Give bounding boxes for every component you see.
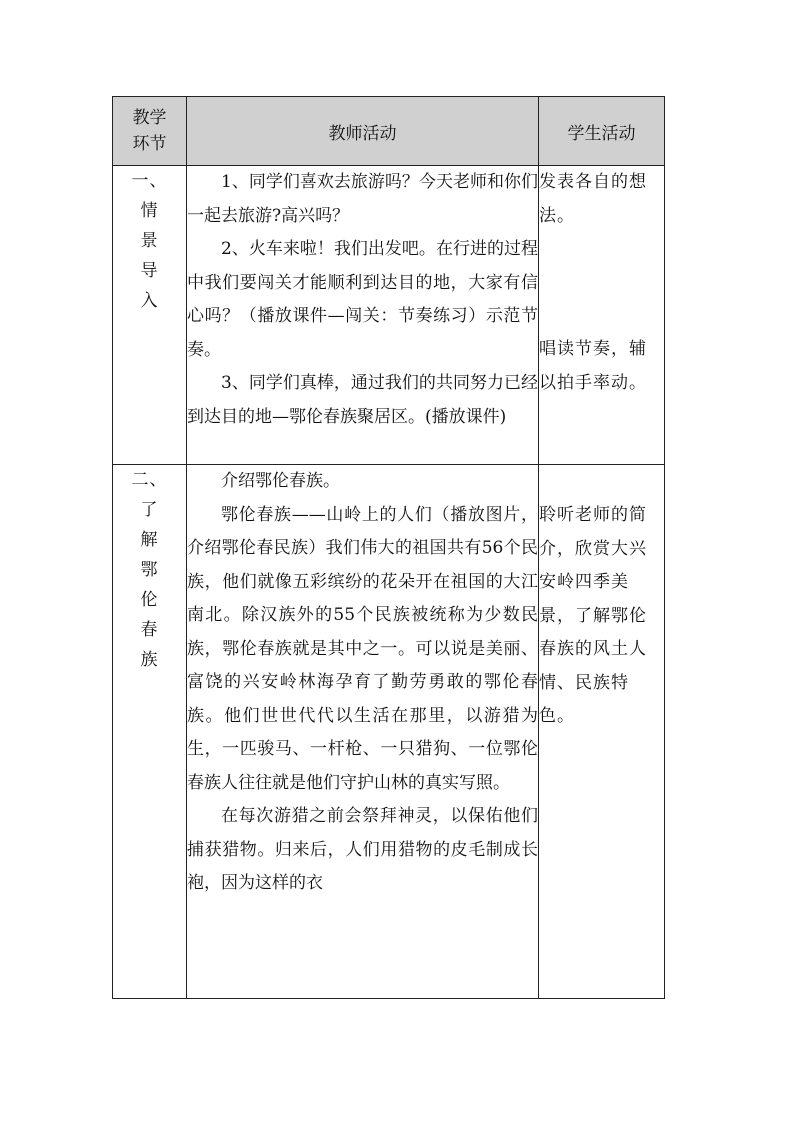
teacher-paragraph: 在每次游猎之前会祭拜神灵，以保佑他们捕获猎物。归来后，人们用猎物的皮毛制成长袍，因为这样的衣 xyxy=(187,806,538,893)
stage-line: 导 xyxy=(140,261,159,281)
stage-line: 入 xyxy=(140,291,159,311)
teacher-paragraph: 介绍鄂伦春族。 xyxy=(221,471,340,491)
stage-line: 解 xyxy=(140,530,159,550)
student-paragraph: 发表各自的想法。 xyxy=(539,172,647,226)
header-stage: 教学环节 xyxy=(113,97,187,166)
teacher-paragraph: 2、火车来啦！我们出发吧。在行进的过程中我们要闯关才能顺利到达目的地，大家有信心吗？（播放课件—闯关：节奏练习）示范节奏。 xyxy=(187,239,538,360)
stage-line: 情 xyxy=(140,201,159,221)
stage-cell xyxy=(113,166,187,465)
stage-line: 二、 xyxy=(131,470,168,490)
table-header-row xyxy=(113,97,665,166)
header-student: 学生活动 xyxy=(539,97,665,166)
student-activity-cell xyxy=(539,465,665,999)
stage-line: 鄂 xyxy=(140,560,159,580)
table-row xyxy=(113,465,665,999)
student-paragraph: 聆听老师的简介，欣赏大兴安岭四季美景，了解鄂伦春族的风土人情、民族特色。 xyxy=(539,505,647,726)
teacher-paragraph: 1、同学们喜欢去旅游吗？今天老师和你们一起去旅游?高兴吗？ xyxy=(187,172,538,226)
stage-line: 景 xyxy=(140,231,159,251)
stage-line: 一、 xyxy=(131,171,168,191)
stage-cell xyxy=(113,465,187,999)
teacher-paragraph: 鄂伦春族——山岭上的人们（播放图片，介绍鄂伦春民族）我们伟大的祖国共有56个民族，他们就像五彩缤纷的花朵开在祖国的大江南北。除汉族外的55个民族被统称为少数民族，鄂伦春族就是其中之一。可以说是美丽、富饶的兴安岭林海孕育了勤劳勇敢的鄂伦春族。他们世世代代以生活在那里，以游猎为生，一匹骏马、一杆枪、一只猎狗、一位鄂伦春族人往往就是他们守护山林的真实写照。 xyxy=(187,504,538,793)
stage-line: 伦 xyxy=(140,590,159,610)
student-paragraph: 唱读节奏，辅以拍手率动。 xyxy=(539,339,647,393)
stage-line: 了 xyxy=(140,500,159,520)
header-teacher: 教师活动 xyxy=(187,97,539,166)
stage-line: 族 xyxy=(140,650,159,670)
lesson-plan-table xyxy=(112,96,665,999)
student-activity-cell xyxy=(539,166,665,465)
table-row xyxy=(113,166,665,465)
teacher-activity-cell xyxy=(187,166,539,465)
stage-line: 春 xyxy=(140,620,159,640)
teacher-activity-cell xyxy=(187,465,539,999)
teacher-paragraph: 3、同学们真棒，通过我们的共同努力已经到达目的地—鄂伦春族聚居区。(播放课件) xyxy=(187,373,538,427)
